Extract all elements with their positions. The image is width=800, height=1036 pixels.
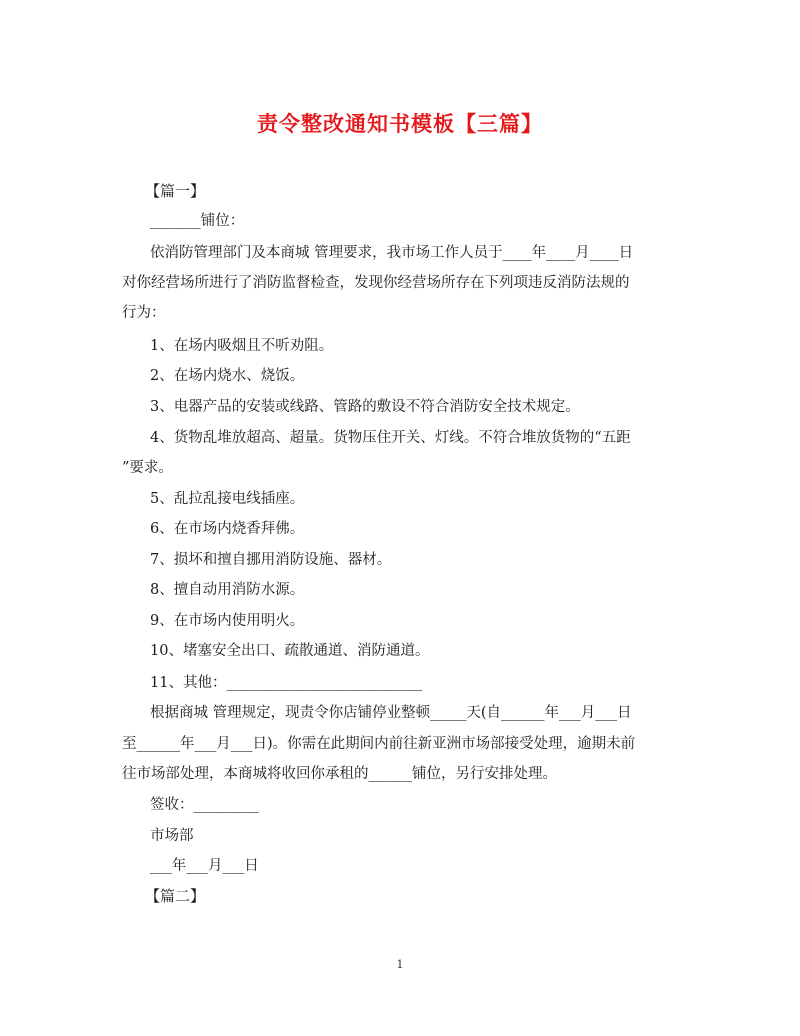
document-title: 责令整改通知书模板【三篇】 <box>257 111 543 136</box>
signature-line: 签收：_________ <box>150 797 259 813</box>
violation-item-1: 1、在场内吸烟且不听劝阻。 <box>150 338 334 354</box>
department-line: 市场部 <box>150 828 194 844</box>
violation-item-7: 7、损坏和擅自挪用消防设施、器材。 <box>150 552 392 568</box>
violation-item-2: 2、在场内烧水、烧饭。 <box>150 368 305 384</box>
paragraph-line: 根据商城 管理规定，现责令你店铺停业整顿_____天(自______年___月___日 <box>150 705 632 721</box>
violation-item-9: 9、在市场内使用明火。 <box>150 613 305 629</box>
shop-slot-line: _______铺位： <box>150 213 245 229</box>
page-number: 1 <box>396 958 404 971</box>
violation-item-6: 6、在市场内烧香拜佛。 <box>150 521 305 537</box>
date-line: ___年___月___日 <box>150 858 259 874</box>
paragraph-line: 行为： <box>122 305 166 321</box>
violation-item-3: 3、电器产品的安装或线路、管路的敷设不符合消防安全技术规定。 <box>150 399 580 415</box>
section-heading-1: 【篇一】 <box>145 182 206 200</box>
violation-item-4-cont: ”要求。 <box>122 460 173 476</box>
paragraph-line: 至______年___月___日)。你需在此期间内前往新亚洲市场部接受处理，逾期未前 <box>122 736 636 752</box>
violation-item-11: 11、其他：___________________________ <box>150 675 423 691</box>
paragraph-line: 依消防管理部门及本商城 管理要求，我市场工作人员于____年____月____日 <box>150 245 634 261</box>
violation-item-5: 5、乱拉乱接电线插座。 <box>150 491 305 507</box>
violation-item-8: 8、擅自动用消防水源。 <box>150 582 305 598</box>
paragraph-line: 对你经营场所进行了消防监督检查，发现你经营场所存在下列项违反消防法规的 <box>122 275 630 291</box>
section-heading-2: 【篇二】 <box>145 887 206 905</box>
paragraph-line: 往市场部处理，本商城将收回你承租的______铺位，另行安排处理。 <box>122 766 557 782</box>
violation-item-10: 10、堵塞安全出口、疏散通道、消防通道。 <box>150 643 430 659</box>
violation-item-4: 4、货物乱堆放超高、超量。货物压住开关、灯线。不符合堆放货物的“五距 <box>150 430 631 446</box>
